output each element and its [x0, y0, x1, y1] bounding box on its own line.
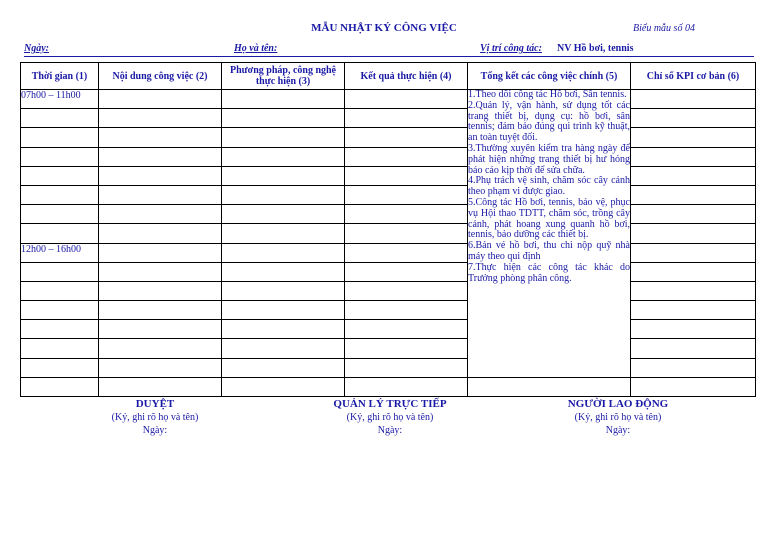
form-title: MẪU NHẬT KÝ CÔNG VIỆC	[311, 22, 457, 34]
summary-item: 6.Bán vé hồ bơi, thu chi nộp quỹ nhà máy theo qui định	[468, 240, 630, 262]
table-cell	[345, 339, 468, 358]
table-cell	[345, 147, 468, 166]
table-cell	[222, 358, 345, 377]
time-cell	[21, 301, 99, 320]
table-cell	[631, 339, 756, 358]
table-row	[21, 262, 756, 281]
table-row	[21, 320, 756, 339]
summary-item: 1.Theo dõi công tác Hồ bơi, Sân tennis.	[468, 89, 627, 100]
table-cell	[345, 128, 468, 147]
table-cell	[99, 301, 222, 320]
col-header-summary: Tổng kết các công việc chính (5)	[468, 63, 631, 90]
table-cell	[631, 281, 756, 300]
table-cell	[345, 205, 468, 224]
table-cell	[99, 185, 222, 204]
table-cell	[631, 109, 756, 128]
table-row	[21, 109, 756, 128]
table-cell	[222, 90, 345, 109]
table-cell	[468, 377, 631, 396]
table-cell	[222, 147, 345, 166]
time-cell	[21, 128, 99, 147]
table-cell	[631, 358, 756, 377]
table-row	[21, 377, 756, 396]
table-cell	[99, 128, 222, 147]
summary-item: 7.Thực hiện các công tác khác do Trưởng phòng phân công.	[468, 261, 630, 284]
time-cell: 12h00 – 16h00	[21, 243, 99, 262]
table-row	[21, 128, 756, 147]
table-cell	[345, 224, 468, 243]
table-cell	[345, 301, 468, 320]
time-cell	[21, 262, 99, 281]
table-row	[21, 147, 756, 166]
table-cell	[99, 377, 222, 396]
table-cell	[631, 301, 756, 320]
table-row	[21, 301, 756, 320]
signature-note: (Ký, ghi rõ họ và tên)	[574, 412, 662, 423]
table-cell	[99, 262, 222, 281]
table-row	[21, 205, 756, 224]
table-cell	[345, 262, 468, 281]
table-row	[21, 281, 756, 300]
summary-cell	[468, 90, 631, 378]
signature-title: DUYỆT	[135, 398, 175, 410]
table-cell	[222, 262, 345, 281]
table-cell	[99, 358, 222, 377]
time-cell	[21, 281, 99, 300]
table-cell	[631, 90, 756, 109]
table-cell	[631, 147, 756, 166]
summary-item: 4.Phụ trách vệ sinh, chăm sóc cây cảnh theo phạm vi được giao.	[468, 175, 630, 198]
table-cell	[99, 281, 222, 300]
table-row	[21, 224, 756, 243]
table-cell	[222, 320, 345, 339]
table-row	[21, 339, 756, 358]
col-header-kpi: Chỉ số KPI cơ bản (6)	[631, 63, 756, 90]
table-cell	[345, 185, 468, 204]
table-cell	[222, 128, 345, 147]
time-cell	[21, 224, 99, 243]
signature-manager	[280, 398, 500, 437]
table-cell	[631, 205, 756, 224]
position-label: Vị trí công tác:	[480, 43, 542, 54]
table-cell	[631, 185, 756, 204]
table-cell	[345, 243, 468, 262]
table-cell	[631, 320, 756, 339]
signature-employee	[508, 398, 728, 437]
table-cell	[99, 166, 222, 185]
table-cell	[345, 358, 468, 377]
summary-item: 5.Công tác Hồ bơi, tennis, bảo vệ, phục vụ Hội thao TDTT, chăm sóc, trồng cây cảnh, phát hoang xung quanh hồ bơi, tennis, bảo dưỡng các thiết bị.	[468, 196, 630, 241]
time-cell	[21, 185, 99, 204]
table-cell	[99, 109, 222, 128]
table-cell	[222, 339, 345, 358]
signature-approve	[45, 398, 265, 437]
signature-title: NGƯỜI LAO ĐỘNG	[567, 398, 669, 410]
table-cell	[222, 224, 345, 243]
signature-date: Ngày:	[605, 425, 631, 436]
table-row	[21, 358, 756, 377]
name-label: Họ và tên:	[234, 43, 278, 54]
time-cell	[21, 339, 99, 358]
table-cell	[222, 243, 345, 262]
table-cell	[99, 147, 222, 166]
table-cell	[99, 243, 222, 262]
time-cell	[21, 358, 99, 377]
col-header-time: Thời gian (1)	[21, 63, 99, 90]
table-cell	[631, 243, 756, 262]
table-cell	[345, 377, 468, 396]
table-cell	[345, 90, 468, 109]
form-number: Biểu mẫu số 04	[633, 23, 695, 34]
table-cell	[631, 224, 756, 243]
table-cell	[345, 320, 468, 339]
position-value: NV Hồ bơi, tennis	[557, 43, 634, 54]
work-log-table	[20, 62, 756, 397]
time-cell	[21, 320, 99, 339]
table-cell	[222, 185, 345, 204]
time-cell	[21, 166, 99, 185]
table-cell	[345, 166, 468, 185]
table-row	[21, 243, 756, 262]
table-cell	[631, 377, 756, 396]
col-header-content: Nội dung công việc (2)	[99, 63, 222, 90]
table-row	[21, 166, 756, 185]
date-label: Ngày:	[24, 43, 49, 54]
table-cell	[631, 262, 756, 281]
col-header-method: Phương pháp, công nghệ thực hiện (3)	[222, 63, 345, 90]
time-cell	[21, 147, 99, 166]
table-cell	[222, 205, 345, 224]
table-row	[21, 185, 756, 204]
table-cell	[222, 377, 345, 396]
table-header-row	[21, 63, 756, 90]
table-cell	[99, 320, 222, 339]
signature-date: Ngày:	[142, 425, 168, 436]
table-cell	[631, 166, 756, 185]
signature-date: Ngày:	[377, 425, 403, 436]
summary-item: 2.Quản lý, vận hành, sử dụng tốt các trang thiết bị, dụng cụ: hồ bơi, sân tennis; đảm bảo đúng qui trình kỹ thuật, an toàn tuyệt đối.	[468, 99, 630, 144]
table-cell	[222, 166, 345, 185]
table-cell	[99, 205, 222, 224]
time-cell	[21, 109, 99, 128]
table-cell	[345, 281, 468, 300]
table-cell	[222, 109, 345, 128]
table-cell	[222, 301, 345, 320]
col-header-result: Kết quả thực hiện (4)	[345, 63, 468, 90]
info-line	[24, 43, 754, 57]
table-cell	[99, 90, 222, 109]
table-cell	[345, 109, 468, 128]
table-cell	[99, 339, 222, 358]
table-cell	[222, 281, 345, 300]
summary-item: 3.Thường xuyên kiểm tra hàng ngày để phát hiện những trang thiết bị hư hỏng báo cáo kịp thời để sửa chữa.	[468, 142, 630, 176]
time-cell	[21, 377, 99, 396]
table-cell	[631, 128, 756, 147]
table-cell	[99, 224, 222, 243]
signature-note: (Ký, ghi rõ họ và tên)	[111, 412, 199, 423]
table-row	[21, 90, 756, 109]
time-cell	[21, 205, 99, 224]
signature-note: (Ký, ghi rõ họ và tên)	[346, 412, 434, 423]
time-cell: 07h00 – 11h00	[21, 90, 99, 109]
signature-title: QUẢN LÝ TRỰC TIẾP	[333, 398, 447, 410]
